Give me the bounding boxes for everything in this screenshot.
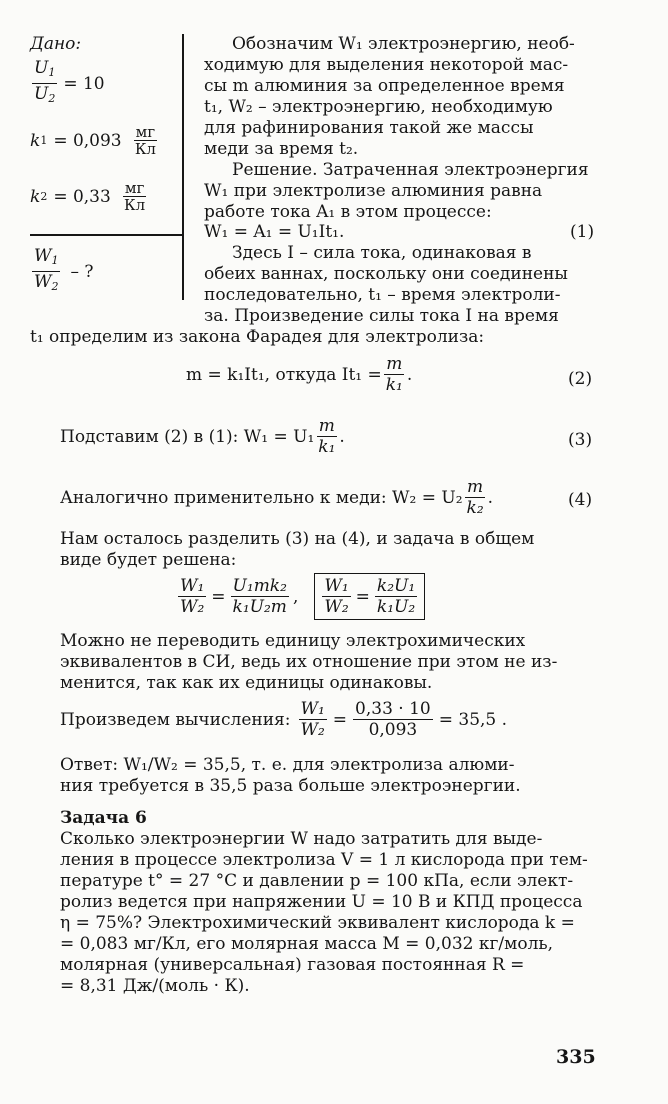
faraday-line: t₁ определим из закона Фарадея для электролиза:	[30, 327, 485, 347]
task-line: = 8,31 Дж/(моль · К).	[60, 976, 250, 996]
given-ratio: $\frac{U_1}{U_2}$ = 10	[34, 58, 105, 105]
calculation: Произведем вычисления: $\frac{\text{W₁}}{\text{W₂}}$ = $\frac{0,33 \cdot 10}{0,093}$ = 35,5 .	[60, 699, 508, 740]
solution-line: обеих ваннах, поскольку они соединены	[204, 264, 568, 284]
para-units-line-2: эквивалентов в СИ, ведь их отношение при этом не из-	[60, 652, 558, 672]
task-line: η = 75%? Электрохимический эквивалент кислорода k =	[60, 913, 575, 933]
solution-line: для рафинирования такой же массы	[204, 118, 534, 138]
solution-line: сы m алюминия за определенное время	[204, 76, 565, 96]
equation-2: m = k₁It₁, откуда It₁ = $\frac{m}{\text{k₁}}$ .	[186, 354, 413, 395]
solution-line: Решение. Затраченная электроэнергия	[232, 160, 589, 180]
given-vertical-rule	[182, 34, 184, 300]
given-k2: k 2 = 0,33 $\frac{мг}{Кл}$	[30, 179, 146, 214]
para-units-line-3: менится, так как их единицы одинаковы.	[60, 673, 433, 693]
answer-line-1: Ответ: W₁/W₂ = 35,5, т. е. для электролиза алюми-	[60, 755, 515, 775]
given-header: Дано:	[30, 34, 82, 54]
solution-line: работе тока A₁ в этом процессе:	[204, 202, 492, 222]
task-line: = 0,083 мг/Кл, его молярная масса M = 0,032 кг/моль,	[60, 934, 554, 954]
solution-line: Обозначим W₁ электроэнергию, необ-	[232, 34, 575, 54]
solution-line: за. Произведение силы тока I на время	[204, 306, 559, 326]
solution-line: меди за время t₂.	[204, 139, 359, 159]
eq1-number: (1)	[570, 222, 595, 242]
solution-line: W₁ = A₁ = U₁It₁.	[204, 222, 345, 242]
solution-line: t₁, W₂ – электроэнергию, необходимую	[204, 97, 553, 117]
para-units-line-1: Можно не переводить единицу электрохимических	[60, 631, 526, 651]
eq3-number: (3)	[568, 430, 593, 450]
solution-line: W₁ при электролизе алюминия равна	[204, 181, 543, 201]
page-number: 335	[556, 1046, 596, 1068]
find-ratio: $\frac{W_1}{W_2}$ – ?	[34, 246, 94, 293]
task-line: молярная (универсальная) газовая постоянная R =	[60, 955, 525, 975]
answer-line-2: ния требуется в 35,5 раза больше электроэнергии.	[60, 776, 521, 796]
eq4-number: (4)	[568, 490, 593, 510]
task-title: Задача 6	[60, 808, 147, 828]
equation-4: Аналогично применительно к меди: W₂ = U₂ $\frac{m}{\text{k₂}}$ .	[60, 477, 494, 518]
solution-line: последовательно, t₁ – время электроли-	[204, 285, 561, 305]
solution-line: ходимую для выделения некоторой мас-	[204, 55, 569, 75]
task-line: ления в процессе электролиза V = 1 л кислорода при тем-	[60, 850, 588, 870]
given-k1: k 1 = 0,093 $\frac{мг}{Кл}$	[30, 123, 156, 158]
task-line: ролиз ведется при напряжении U = 10 В и КПД процесса	[60, 892, 583, 912]
task-line: Сколько электроэнергии W надо затратить для выде-	[60, 829, 543, 849]
equation-3: Подставим (2) в (1): W₁ = U₁ $\frac{m}{\text{k₁}}$ .	[60, 416, 345, 457]
solution-line: Здесь I – сила тока, одинаковая в	[232, 243, 532, 263]
para-divide-line-2: виде будет решена:	[60, 550, 237, 570]
task-line: пературе t° = 27 °С и давлении p = 100 кПа, если элект-	[60, 871, 574, 891]
para-divide-line-1: Нам осталось разделить (3) на (4), и задача в общем	[60, 529, 535, 549]
eq2-number: (2)	[568, 369, 593, 389]
given-divider	[30, 234, 184, 236]
result-formula: $\frac{\text{W₁}}{\text{W₂}}$ = $\frac{\text{U₁mk₂}}{\text{k₁U₂m}}$ , $\frac{\text{W₁}}{\text{W₂}}$ = $\frac{\text{k₂U₁}}{\text{k₁U₂}}$	[176, 573, 425, 620]
boxed-result: $\frac{\text{W₁}}{\text{W₂}}$ = $\frac{\text{k₂U₁}}{\text{k₁U₂}}$	[314, 573, 425, 620]
